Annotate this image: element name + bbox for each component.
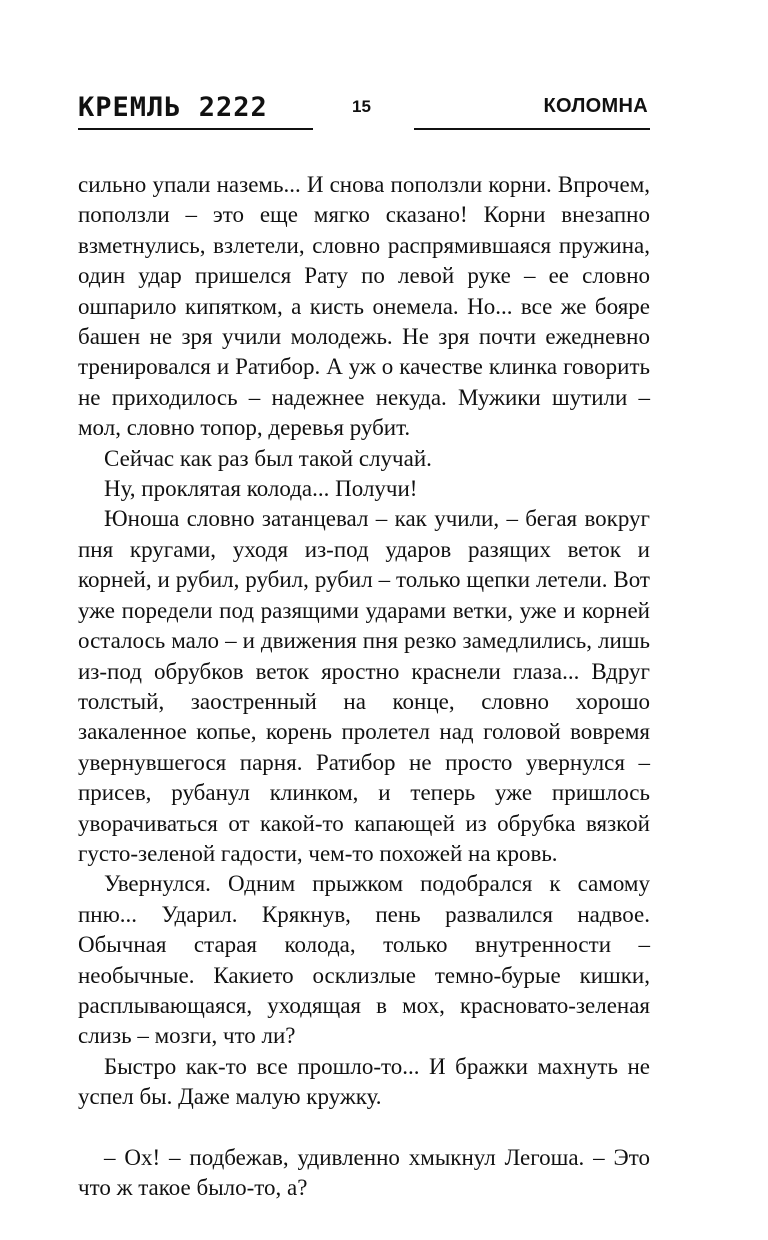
paragraph-6: Быстро как-то все прошло-то... И бражки махнуть не успел бы. Даже малую кружку.: [78, 1053, 650, 1110]
paragraph-2: Сейчас как раз был такой случай.: [104, 445, 432, 471]
paragraph-7: – Ох! – подбежав, удивленно хмыкнул Легоша. – Это что ж такое было-то, а?: [78, 1144, 650, 1201]
page-number: 15: [352, 97, 371, 116]
running-header: [0, 0, 768, 140]
paragraph-3: Ну, проклятая колода... Получи!: [104, 476, 418, 502]
header-rule-right: [414, 128, 650, 130]
paragraph-5: Увернулся. Одним прыжком подобрался к самому пню... Ударил. Крякнув, пень развалился надвое. Обычная старая колода, только внутренности – необычные. Какието осклизлые темно-бурые кишки, расплывающаяся, уходящая в мох, красновато-зеленая слизь – мозги, что ли?: [78, 871, 650, 1049]
series-title: КРЕМЛЬ 2222: [78, 92, 268, 123]
paragraph-4: Юноша словно затанцевал – как учили, – бегая вокруг пня кругами, уходя из-под ударов разящих веток и корней, и рубил, рубил, рубил – только щепки летели. Вот уже поредели под разящими ударами ветки, уже и корней осталось мало – и движения пня резко замедлились, лишь из-под обрубков веток яростно краснели глаза... Вдруг толстый, заостренный на конце, словно хорошо закаленное копье, корень пролетел над головой вовремя увернувшегося парня. Ратибор не просто увернулся – присев, рубанул клинком, и теперь уже пришлось уворачиваться от какой-то капающей из обрубка вязкой густо-зеленой гадости, чем-то похожей на кровь.: [78, 506, 650, 866]
body-text: [78, 170, 650, 1204]
chapter-title: КОЛОМНА: [543, 95, 648, 117]
header-rule-left: [78, 128, 313, 130]
paragraph-1: сильно упали наземь... И снова поползли корни. Впрочем, поползли – это еще мягко сказано! Корни внезапно взметнулись, взлетели, словно распрямившаяся пружина, один удар пришелся Рату по левой руке – ее словно ошпарило кипятком, а кисть онемела. Но... все же бояре башен не зря учили молодежь. Не зря почти ежедневно тренировался и Ратибор. А уж о качестве клинка говорить не приходилось – надежнее некуда. Мужики шутили – мол, словно топор, деревья рубит.: [78, 172, 650, 441]
section-break: [78, 1113, 650, 1143]
